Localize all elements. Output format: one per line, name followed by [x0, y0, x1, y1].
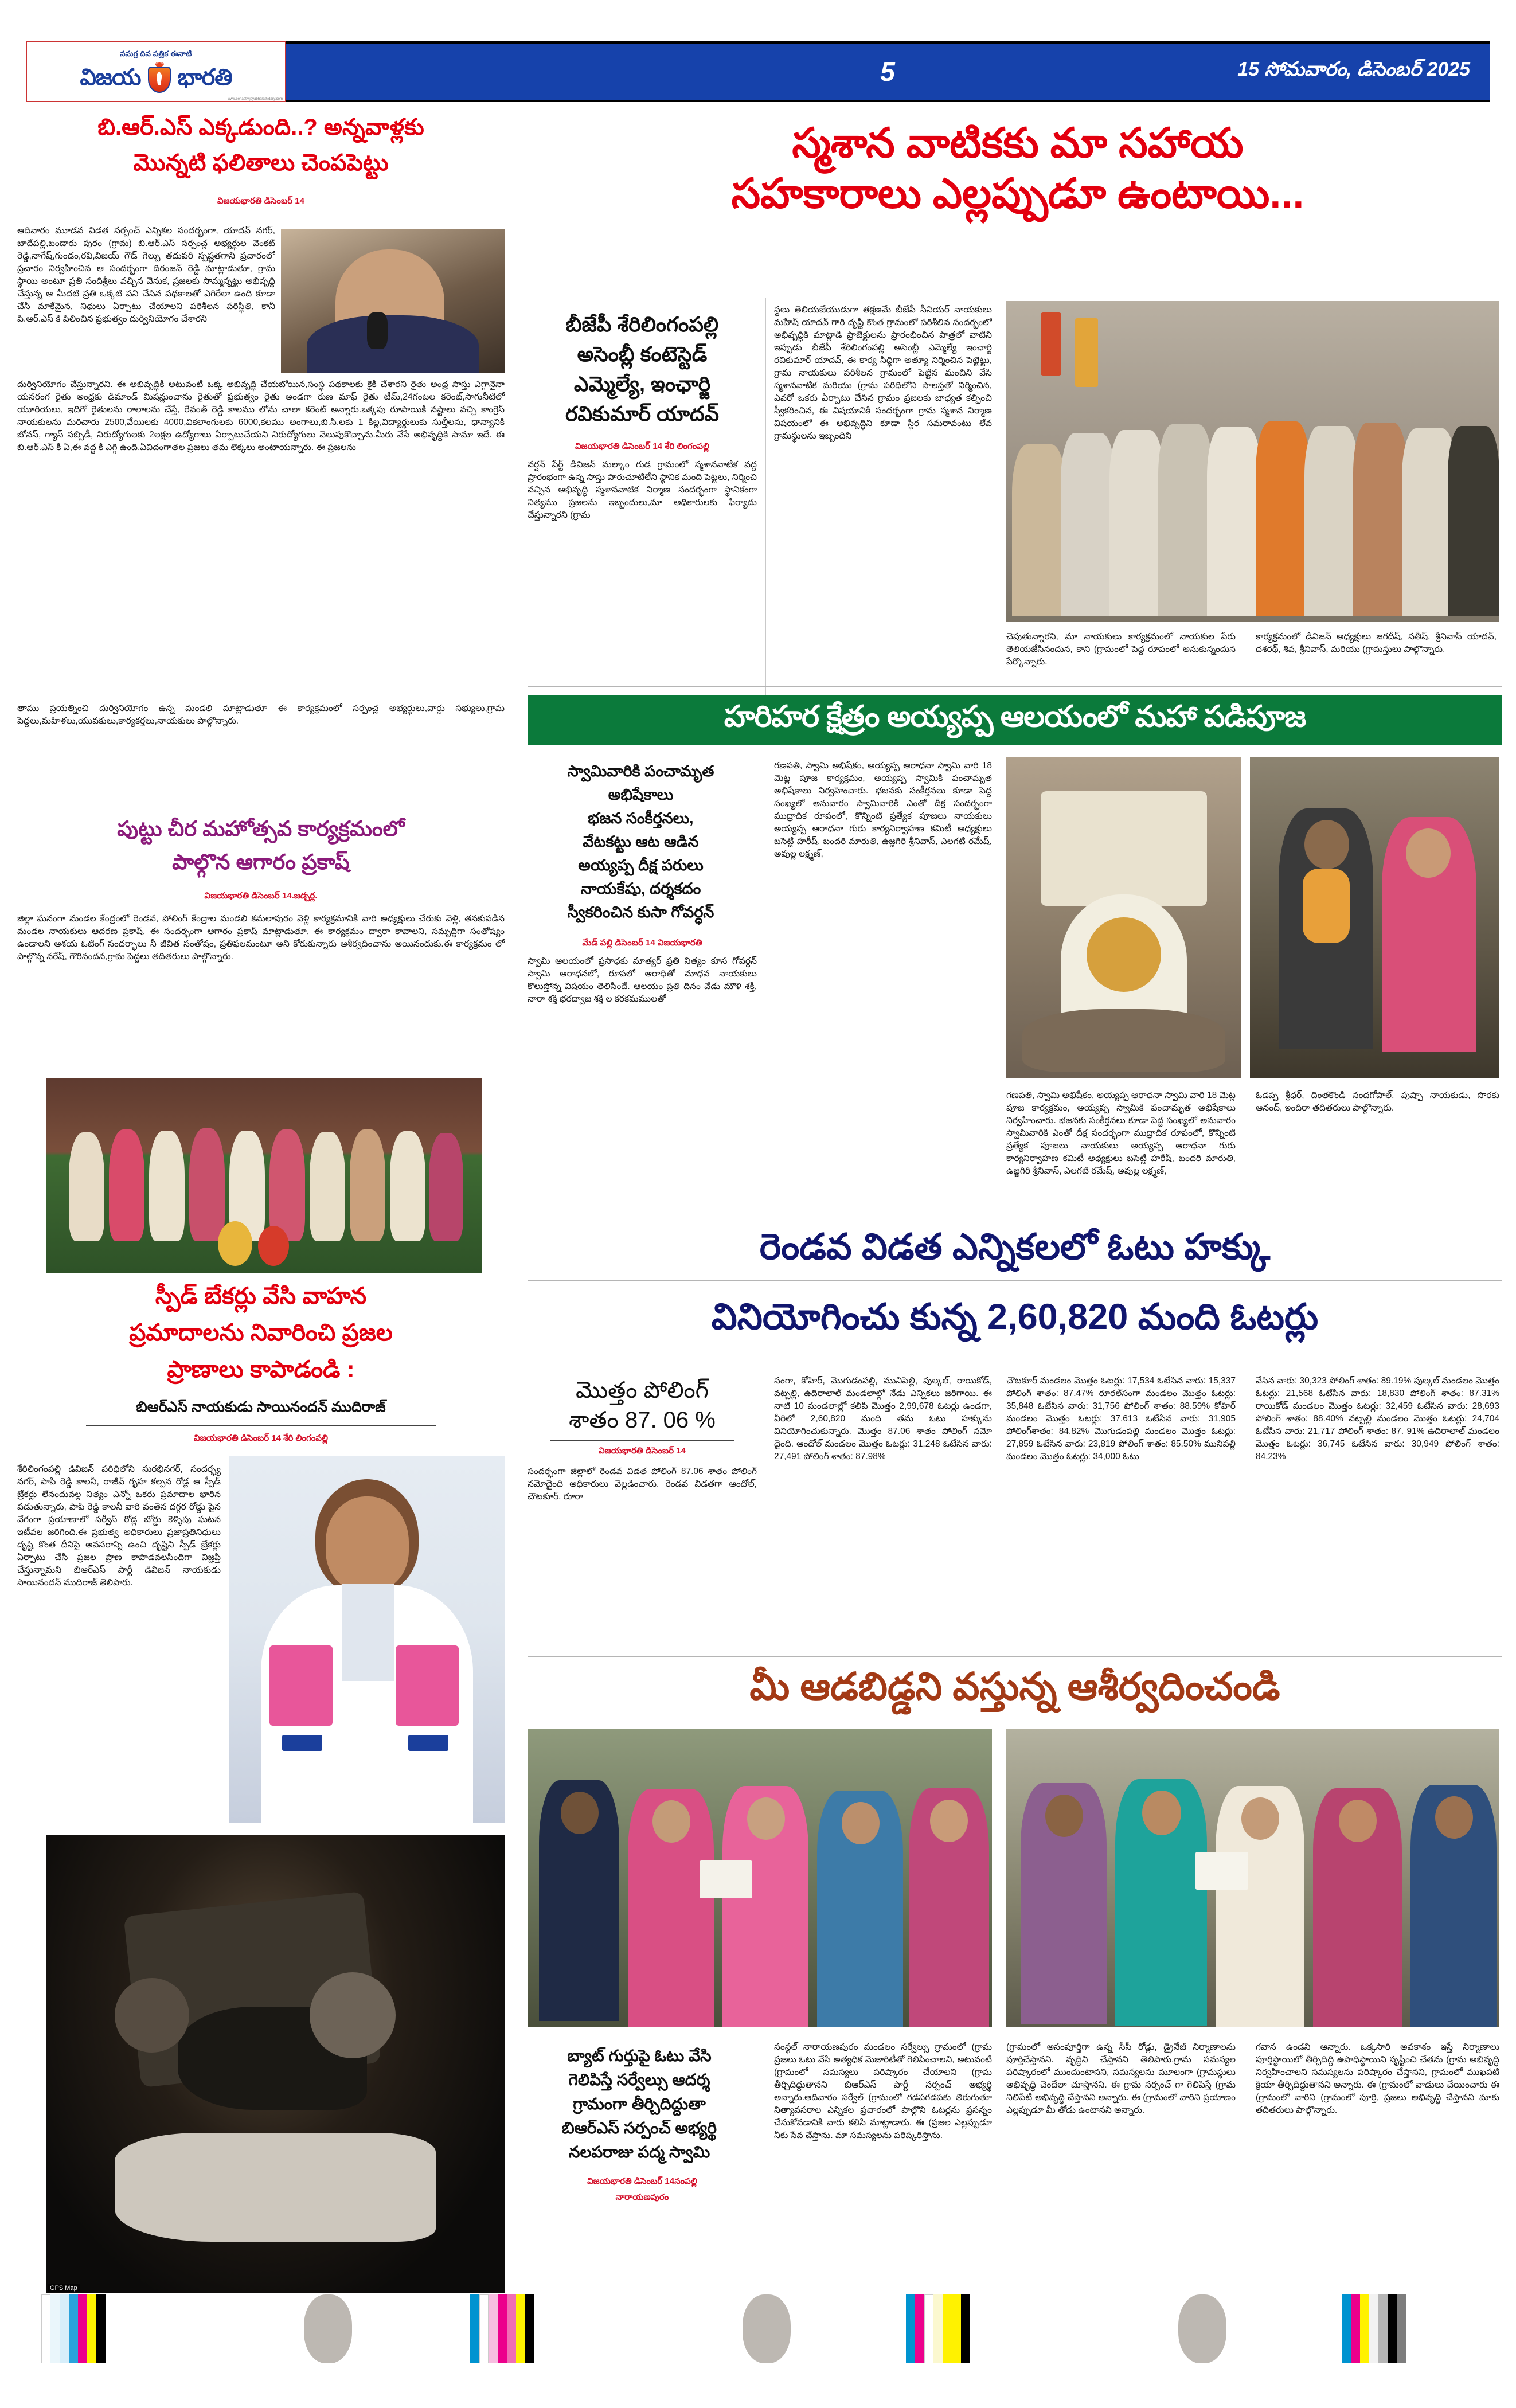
blessing-byline: విజయభారతి డిసెంబర్ 14నంపల్లి [587, 2176, 697, 2186]
logo-tagline: సమగ్ర దిన పత్రిక ఈనాటి [120, 49, 192, 58]
temple-banner-text: హరిహర క్షేత్రం అయ్యప్ప ఆలయంలో మహా పడిపూజ [724, 699, 1306, 733]
temple-subhead-line2: అభిషేకాలు [608, 786, 674, 803]
main-headline-line1: స్మశాన వాటికకు మా సహాయ [792, 120, 1244, 166]
photo-night-accident-caption: GPS Map [48, 2284, 80, 2292]
photo-brs-leader-portrait [229, 1456, 505, 1823]
blessing-byline2-wrap [528, 2191, 757, 2204]
temple-subhead-line7: స్వీకరించిన కుసా గోవర్ధన్ [567, 904, 714, 921]
print-registration-bar [0, 2294, 1516, 2363]
election-stat-line1: మొత్తం పోలింగ్ [576, 1378, 709, 1403]
left-story1-body-col3: తాము ప్రయత్నించి దుర్వినియోగం ఉన్న మండలి మాట్లాడుతూ ఈ కార్యక్రమంలో సర్పంచ్ల అభ్యర్థులు,వార్డు సభ్యులు,గ్రామ పెద్దలు,మహిళలు,యువకులు,కార్యకర్తలు,నాయకులు పాల్గొన్నారు. [17, 703, 505, 726]
main-byline-wrap [528, 440, 757, 453]
photo-devotee-couple [1250, 757, 1499, 1078]
pen-shield-icon [144, 61, 175, 94]
temple-byline: మేడ్ పల్లి డిసెంబర్ 14 విజయభారతి [582, 938, 702, 948]
registration-dot-1 [304, 2294, 352, 2363]
blessing-byline-wrap [528, 2175, 757, 2188]
color-swatch-group-2 [470, 2294, 534, 2363]
blessing-body-col2: (గ్రామంలో అసంపూర్తిగా ఉన్న సీసీ రోడ్లు, డ్రైనేజీ నిర్మాణాలను పూర్తిచేస్తానని. వృద్ధిని చేస్తానని తెలిపారు.గ్రామ సమస్యల పరిష్కారంలో ముందుంటానని, సమస్యలను మూలంగా (గ్రామస్థులు అభివృద్ధి చెందేలా చూస్తానని. ఈ గ్రామ సర్పంచ్ గా గెలిపిస్తే (గ్రామ నిలిపేటి అభివృద్ధి చేస్తానని అన్నారు. ఈ (గ్రామంలో వారిని ప్రయాణం ఎల్లప్పుడూ మీ తోడు ఉంటానని అన్నారు. [1006, 2042, 1236, 2115]
photo-group-at-venue [1006, 301, 1499, 622]
blessing-byline-2: నారాయణపురం [615, 2192, 669, 2202]
left-story2-headline-line1: పుట్టు చీర మహోత్సవ కార్యక్రమంలో [117, 817, 405, 841]
left-story1-byline-wrap [17, 195, 505, 208]
main-body-col1: వర్షన్ పేర్ట్ డివిజన్ మల్కాం గుడ గ్రామంలో స్మశానవాటిక వద్ద ప్రారంభంగా ఉన్న సాస్తు పారుచూటిలేని స్థానిక మంది పెట్టలు, నిర్మించి వచ్చిన అభివృద్ధి స్మశానవాటిక నిర్మాణ సందర్భంగా స్థానికంగా నిత్యము ప్రజలను ఇబ్బందులు,మా అధికారులకు ఫిర్యాదు చేస్తున్నారని (గ్రామ [528, 460, 757, 520]
temple-body-col2: గణపతి, స్వామి అభిషేకం, అయ్యప్ప ఆరాధనా స్వామి వారి 18 మెట్ల పూజ కార్యక్రమం, అయ్యప్ప స్వామికి పంచామృత అభిషేకాలు నిర్వహించారు. భజనకు సంకీర్తనలు కూడా పెద్ద సంఖ్యలో అనువారం స్వామివారికి ఎంతో దీక్ష సందర్భంగా ముద్రాదిక రూపంలో, కొన్నింటి ప్రత్యేక పూజలు నాయకులు అయ్యప్ప ఆరాధనా గురు కార్యనిర్వాహణ కమిటీ అధ్యక్షులు బసెట్టి హరీష్, బందరి మారుతి, ఉజ్జగిరి శ్రీనివాస్, ఎలగటి రమేష్, అవుల్ల లక్ష్మణ్, [774, 761, 992, 859]
temple-byline-wrap [528, 937, 757, 949]
logo-word-left: విజయ [80, 65, 141, 90]
photo-temple-deity [1006, 757, 1241, 1078]
left-story1-headline-line1: బి.ఆర్.ఎస్ ఎక్కడుంది..? అన్నవాళ్లకు [97, 115, 424, 140]
temple-subhead-line6: నాయకేషు, దర్శకదం [580, 880, 701, 897]
election-rule-1 [528, 1280, 1502, 1281]
temple-body-col1: స్వామి ఆలయంలో ప్రసాధకు మాత్యర్ ప్రతి నిత్యం కూస గోవర్ధన్ స్వామి ఆరాధనలో, రూపలో ఆరాధితో మాధవ నాయకులు కొలుస్తోన్న విషయం తెలిసిందే. ఆలయం ప్రతి దినం వేడు మౌళి శక్తి, నారా శక్తి భరద్వాజ శక్తి ల కరకమములతో [528, 956, 757, 1004]
blessing-subhead-line5: నలపరాజు పద్మ స్వామి [568, 2143, 710, 2161]
election-stat-line2: శాతం 87. 06 % [569, 1408, 716, 1433]
logo-word-right: భారతి [177, 65, 232, 90]
temple-body-col3: గణపతి, స్వామి అభిషేకం, అయ్యప్ప ఆరాధనా స్వామి వారి 18 మెట్ల పూజ కార్యక్రమం, అయ్యప్ప స్వామికి పంచామృత అభిషేకాలు నిర్వహించారు. భజనకు సంకీర్తనలు కూడా పెద్ద సంఖ్యలో అనువారం స్వామివారికి ఎంతో దీక్ష సందర్భంగా ముద్రాదిక రూపంలో, కొన్నింటి ప్రత్యేక పూజలు నాయకులు అయ్యప్ప ఆరాధనా గురు కార్యనిర్వాహణ కమిటీ అధ్యక్షులు బసెట్టి హరీష్, బందరి మారుతి, ఉజ్జగిరి శ్రీనివాస్, ఎలగటి రమేష్, అవుల్ల లక్ష్మణ్, [1006, 1090, 1236, 1176]
color-swatch-group-1 [41, 2294, 106, 2363]
blessing-subhead-line1: బ్యాట్ గుర్తుపై ఓటు వేసి [567, 2047, 712, 2065]
registration-dot-3 [1178, 2294, 1226, 2363]
left-story3-headline-line1: స్పీడ్ బేకర్లు వేసి వాహన [155, 1283, 367, 1309]
photo-night-accident [46, 1835, 505, 2293]
main-story-bottom-rule [528, 686, 1502, 687]
blessing-subhead-line3: గ్రామంగా తీర్చిదిద్దుతా [573, 2095, 706, 2113]
photo-group-on-stage [46, 1078, 482, 1273]
election-headline-line2: వినియోగించు కున్న 2,60,820 మంది ఓటర్లు [711, 1297, 1319, 1337]
left-story3-subhead: బిఆర్ఎస్ నాయకుడు సాయినందన్ ముదిరాజ్ [136, 1399, 386, 1415]
temple-subhead-line1: స్వామివారికి పంచామృత [567, 763, 714, 780]
left-story3-byline: విజయభారతి డిసెంబర్ 14 శేరి లింగంపల్లి [194, 1433, 328, 1443]
masthead-banner [286, 41, 1490, 102]
left-story1-headline-line2: మొన్నటి ఫలితాలు చెంపపెట్టు [133, 150, 389, 175]
main-body-col4: కార్యక్రమంలో డివిజన్ అధ్యక్షులు జగదీష్, సతీష్, శ్రీనివాస్ యాదవ్, దశరథ్, శివ, శ్రీనివాస్, మరియు (గ్రామస్తులు పాల్గొన్నారు. [1256, 632, 1497, 654]
main-byline: విజయభారతి డిసెంబర్ 14 శేరి లింగంపల్లి [575, 441, 709, 451]
logo-wordmark [80, 61, 232, 94]
column-divider-2 [765, 298, 766, 728]
temple-body-col4: ఓడప్ప శ్రీధర్, దింతకొండి నందగోపాల్, పుష్పా నాయకుడు, సొరకు ఆనంద్, ఇందిరా తదితరులు పాల్గొన్నారు. [1256, 1090, 1499, 1113]
left-story1-byline: విజయభారతి డిసెంబర్ 14 [217, 196, 305, 206]
main-subhead-line1: బీజేపీ శేరిలింగంపల్లి [565, 312, 719, 336]
blessing-headline: మీ ఆడబిడ్డని వస్తున్న ఆశీర్వదించండి [749, 1665, 1280, 1707]
main-body-col2: స్థలు తెలియజేయుడుగా తక్షణమే బీజేపీ సీనియర్ నాయకులు మహేష్ యాదవ్ గారి దృష్టి కొంత గ్రామంలో పరిశీలిన సందర్భంలో అభివృద్ధికి మాట్లాడి ప్రాజెక్టులను ప్రారంభించిన పాత్రలో వాటిని ఇప్పుడు బీజేపీ శేరిలింగంపల్లి అసెంబ్లీ ఎమ్మెల్యే ఇంఛార్జి రవికుమార్ యాదవ్, ఈ కార్య సిద్ధిగా అత్యూ నిర్మించిన పెట్టెట్టు, గ్రామ నాయకులు పరిశీలన గ్రామంలో పెట్టిన మంచిని వేసి స్మశానవాటిక మరియు (గ్రామ పరిధిలోని సాలస్తతో నిర్మించిన, ఎవరో ఒకరు ఏర్పాటు చేసిన గ్రామం ప్రజలకు బాధ్యత కల్పించి స్వీకరించిన, ఈ విషయానికి సందర్భంగా గ్రామ స్మశాన నిర్మాణ విషయంలో ఈ అభివృద్ధిని కూడా స్థిర సమరావంటు లేవ గ్రామస్థులను ఇబ్బందిని [774, 305, 992, 441]
publication-date: 15 సోమవారం, డిసెంబర్ 2025 [1237, 58, 1470, 80]
election-headline-line1: రెండవ విడత ఎన్నికలలో ఓటు హక్కు [759, 1227, 1271, 1267]
left-story2-body: జిల్లా ఘనంగా మండల కేంద్రంలో రెండవ, పోలింగ్ కేంద్రాల మండలి కమలాపురం వెళ్లి కార్యక్రమానికి వారి అధ్యక్షులు చేరుకు వెళ్లి, తనకుపడిన మండల నాయకులు ఆదరణ ప్రకాష్, ఈ సందర్భంగా ఆగారం ప్రకాష్ మాట్లాడుతూ, ఈ కార్యక్రమం ద్వారా కావాలని, సమృద్ధిగా సంతోష్యం ఉండాలని ఆశయ ఓటింగ్ సందర్భాలు నీ జీవిత సంతోషం, ప్రతిఫలమంటూ అని కోరుకున్నారు ఆశీర్వదించాను అయినందుకు.ఈ కార్యక్రమం లో పాల్గొన్న నరేష్, గౌరినందన,గ్రామ పెద్దలు తదితరులు పాల్గొన్నారు. [17, 914, 505, 961]
color-swatch-group-3 [906, 2294, 970, 2363]
logo-website: www.eenaativijayabharathidaily.com [228, 97, 283, 101]
photo-women-campaign-2 [1006, 1729, 1499, 2027]
blessing-body-col1: సంస్థల్ నారాయణపురం మండలం సర్వేల్సు గ్రామంలో (గ్రామ ప్రజలు ఓటు వేసి అత్యధిక మెజారిటీతో గెలిపించాలని, అటువంటి (గ్రామంలో సమస్యలు పరిష్కారం చేయాలని (గ్రామ తీర్చిదిద్దుతానని బిఆర్ఎస్ పార్టీ సర్పంచ్ అభ్యర్థి అన్నారు.ఆదివారం సర్వేల్ (గ్రామంలో గడపగడపకు తిరుగుతూ నిత్యావసరాల ఎన్నికల ప్రచారంలో పాల్గొని ఓటర్లను ప్రసన్నం చేసుకోవడానికి వారు కలిసి మాట్లాడారు. ఈ (ప్రజల ఎల్లప్పుడూ నీకు సేవ చేస్తాను. మా సమస్యలను పరిష్కరిస్తాను. [774, 2042, 992, 2140]
election-body-col1: సందర్భంగా జిల్లాలో రెండవ విడత పోలింగ్ 87.06 శాతం పోలింగ్ నమోదైంది అధికారులు వెల్లడించారు. రెండవ విడతగా ఆందోల్, చౌటకూర్, రూరా [528, 1467, 757, 1502]
main-subhead-line4: రవికుమార్ యాదవ్ [565, 402, 720, 425]
left-story1-body-col1: ఆదివారం మూడవ విడత సర్పంచ్ ఎన్నికల సందర్భంగా, యాదవ్ నగర్, బాదేపల్లి,బండారు పురం (గ్రామ) బి.ఆర్.ఎస్ సర్పంచ్ల అభ్యర్థుల వెంకట్ రెడ్డి,నాగేష్,గుండం,రవి,విజయ్ గౌడ్ గెల్పు తదుపరి స్పష్టతగాని ప్రచారంలో ప్రచారం నిర్వహించిన ఆ సందర్భంగా దిరంజన్ రెడ్డి మాట్లాడుతూ, గ్రామ స్థాయి అంటూ ప్రతి సందిశ్రీలు వచ్చిన వెనుక, ప్రజలకు సొమ్మన్నట్టు అభివృద్ధి చేస్తున్న ఆ మీదటి ప్రతి ఒక్కటి పని చేసిన పథకాలతో ఎగిరేలా ఉంది కూడా చేసి మాకేమైన, నిధులు ఏర్పాటు చేయాలని పరిశీలన పరిస్థితి, కానీ పి.ఆర్.ఎస్ కి పిలించిన ప్రభుత్వం దుర్వినియోగం చేశారని [17, 226, 275, 324]
left-story3-headline-line3: ప్రాణాలు కాపాడండి : [167, 1356, 355, 1382]
election-stat-rule [550, 1440, 734, 1441]
election-bottom-rule [528, 1656, 1502, 1657]
left-story2-byline-wrap [17, 890, 505, 902]
blessing-subhead-line2: గెలిపిస్తే సర్వేల్సు ఆదర్శ [568, 2071, 710, 2089]
election-body-col4: వేసిన వారు: 30,323 పోలింగ్ శాతం: 89.19% పుల్కల్ మండలం మొత్తం ఓటర్లు: 21,568 ఓటేసిన వారు: 18,830 పోలింగ్ శాతం: 87.31% రాయికోడ్ మండలం మొత్తం ఓటర్లు: 32,459 ఓటేసిన వారు: 28,693 పోలింగ్ శాతం: 88.40% వట్పల్లి మండలం మొత్తం ఓటర్లు: 24,704 ఓటేసిన వారు: 21,717 పోలింగ్ శాతం: 87. 91% ఉదిరాలాల్ మండలం మొత్తం ఓటర్లు: 36,745 ఓటేసిన వారు: 30,949 పోలింగ్ శాతం: 84.23% [1256, 1376, 1499, 1461]
blessing-subhead-line4: బిఆర్ఎస్ సర్పంచ్ అభ్యర్థి [561, 2119, 717, 2137]
main-headline-line2: సహకారాలు ఎల్లప్పుడూ ఉంటాయి... [731, 171, 1304, 217]
temple-subhead-line4: వేటకట్టు ఆట ఆడిన [583, 833, 699, 850]
color-swatch-group-4 [1342, 2294, 1406, 2363]
main-subhead-line3: ఎమ్మెల్యే, ఇంఛార్జి [573, 372, 711, 396]
page-number: 5 [880, 57, 895, 87]
left-story2-headline-line2: పాల్గొన ఆగారం ప్రకాష్ [172, 850, 350, 874]
newspaper-logo[interactable] [26, 41, 286, 102]
left-story3-rule [86, 1425, 436, 1426]
election-byline-wrap [525, 1445, 760, 1457]
left-story3-byline-wrap [17, 1432, 505, 1445]
left-story3-headline-line2: ప్రమాదాలను నివారించి ప్రజల [129, 1319, 393, 1346]
election-body-col2: సంగా, కోహిర్, మొగుడంపల్లి, మునిపెల్లి, పుల్కల్, రాయికోడ్, వట్పల్లి, ఉదిరాలాల్ మండలాల్లో నేడు ఎన్నికలు జరిగాయి. ఈ నాటి 10 మండలాల్లో కలిపి మొత్తం 2,99,678 ఓటర్లు ఉండగా, వీరిలో 2,60,820 మంది తమ ఓటు హక్కును వినియోగించుకున్నారు. మొత్తం 87.06 శాతం పోలింగ్ నమో దైంది. ఆందోల్ మండలం మొత్తం ఓటర్లు: 31,248 ఓటేసిన వారు: 27,491 పోలింగ్ శాతం: 87.98% [774, 1376, 992, 1461]
photo-speaker-with-mic [281, 229, 505, 373]
blessing-body-col3: గవాన ఉండని ఆన్నారు. ఒక్కసారి అవకాశం ఇస్తే నిర్మాణాలు పూర్తిస్థాయిలో తీర్చిదిద్ది ఉపాధిస్థాయిని సృష్టించి చేతను (గ్రామ అభివృద్ధి నిర్వహించాలని సమస్యలను పరిష్కారం చేస్తానని, గ్రామంలో ముఖపటి క్రియా తీర్చిదిద్దుతానని అన్నారు. ఈ (గ్రామంలో వాడులు చేయించారు ఈ (గ్రామంలో వారిని (గ్రామంలో పూర్తి, ప్రజలు అభివృద్ధి చేస్తానని మాకు తదితరులు పాల్గొన్నారు. [1256, 2042, 1499, 2115]
main-body-col3: చెపుతున్నారని, మా నాయకులు కార్యక్రమంలో నాయకుల పేరు తెలియజేసినందున, కాని (గ్రామంలో పెద్ద రూపంలో అనుకున్నందున పేర్కొన్నారు. [1006, 632, 1236, 667]
left-story2-byline: విజయభారతి డిసెంబర్ 14.జడ్చర్ల. [204, 891, 318, 901]
masthead [26, 41, 1490, 102]
temple-banner [528, 695, 1502, 745]
main-subhead-line2: అసెంబ్లీ కంటెస్టెడ్ [577, 342, 708, 366]
left-story3-body: శేరిలింగంపల్లి డివిజన్ పరిధిలోని సురభినగర్, సందర్భ్య నగర్, పాపి రెడ్డి కాలనీ, రాజీవ్ గృహ కల్పన రోడ్ల ఆ స్పీడ్ బ్రేకర్లు లేనందువల్ల నిత్యం ఎన్నో ఒకరు ప్రమాదాల భారిన పడుతున్నారు, పాపి రెడ్డి కాలనీ వారి వంతెన దగ్గర రోడ్డు పైన వేగంగా ప్రయాణాలో సర్వీస్ రోడ్ల బోర్డు కెళ్ళిపు ఘటన ఇటీవల జరిగింది.ఈ ప్రభుత్వ అధికారులు ప్రజాప్రతినిధులు దృష్టి కొంత దీనిపై అవసరాన్ని ఉంచి దృష్టిని స్పీడ్ బ్రేకర్లు ఏర్పాటు చేసి ప్రజల ప్రాణ కాపాడవలసిందిగా విజ్ఞప్తి చేస్తున్నామని బిఆర్ఎస్ పార్టీ డివిజన్ నాయకుడు సాయినందన్ ముదిరాజ్ తెలిపారు. [17, 1464, 221, 1588]
left-story1-body-col2: దుర్వినియోగం చేస్తున్నారని. ఈ అభివృద్ధికి అటువంటి ఒక్క అభివృద్ధి చేయబోయిన,సంస్థ పథకాలకు కైకి చేశారని రైతు అంధ్ర సాస్తు ఎగ్గానైనా యనరంగ రైతు అంధ్రకు డిమాండ్ మిషన్లుంచాను రైతుతో ప్రభుత్వం రైతు అండగా రుణ మాఫ్ రైతు టీమ్,24గంటల కరెంట్,సాగునీటిలో యూరియలు, ఇదిగో రైతులను రాలాలను చేస్తే, రేవంత్ రెడ్డి కాలము లోను చాలా కరెంట్ అన్నారు.ఒక్కపు రూపాయికి నష్టాలు వచ్చి కాంగ్రెస్ నాయకులను మరిచారు 2500,వేయిలకు 4000,వికలాంగులకు 6000,కలము అంగాలు,బి.సి.లకు 1 కిల్ల,విద్యార్థులుకు సుల్తీలను, ధాన్యానికి బోనస్, గ్యాస్ సబ్సిడీ, నిరుద్యోగులకు 2లక్షల ఉద్యోగాలు ఏర్పాటుచేయని నిరుద్యోగులు వెలుపుకొచ్చాను.మీరు వేసే అభివృద్ధికి సామా ఇదే. ఈ బి.ఆర్.ఎస్ కి ఏ,ఈ వద్ద కి ఎగ్గి ఉంది,ఏవిదంగాతల ప్రజలు తమ లెక్కలు అంటాయన్నారు. ఈ ప్రజలను [17, 380, 505, 452]
registration-dot-2 [743, 2294, 791, 2363]
election-byline: విజయభారతి డిసెంబర్ 14 [598, 1446, 686, 1456]
temple-subhead-line3: భజన సంకీర్తనలు, [588, 810, 694, 827]
election-body-col3: చౌటకూర్ మండలం మొత్తం ఓటర్లు: 17,534 ఓటేసిన వారు: 15,337 పోలింగ్ శాతం: 87.47% రూరల్‌సంగా మండలం మొత్తం ఓటర్లు: 35,848 ఓటేసిన వారు: 31,756 పోలింగ్ శాతం: 88.59% కోహిర్ మండలం మొత్తం ఓటర్లు: 37,613 ఓటేసిన వారు: 31,905 పోలింగ్‌శాతం: 84.82% మొగుడంపల్లి మండలం మొత్తం ఓటర్లు: 27,859 ఓటేసిన వారు: 23,819 పోలింగ్ శాతం: 85.50% మునిపల్లి మండలం మొత్తం ఓటర్లు: 34,000 ఓటు [1006, 1376, 1236, 1461]
temple-subhead-line5: అయ్యప్ప దీక్ష పరులు [578, 857, 704, 874]
photo-women-campaign-1 [528, 1729, 992, 2027]
